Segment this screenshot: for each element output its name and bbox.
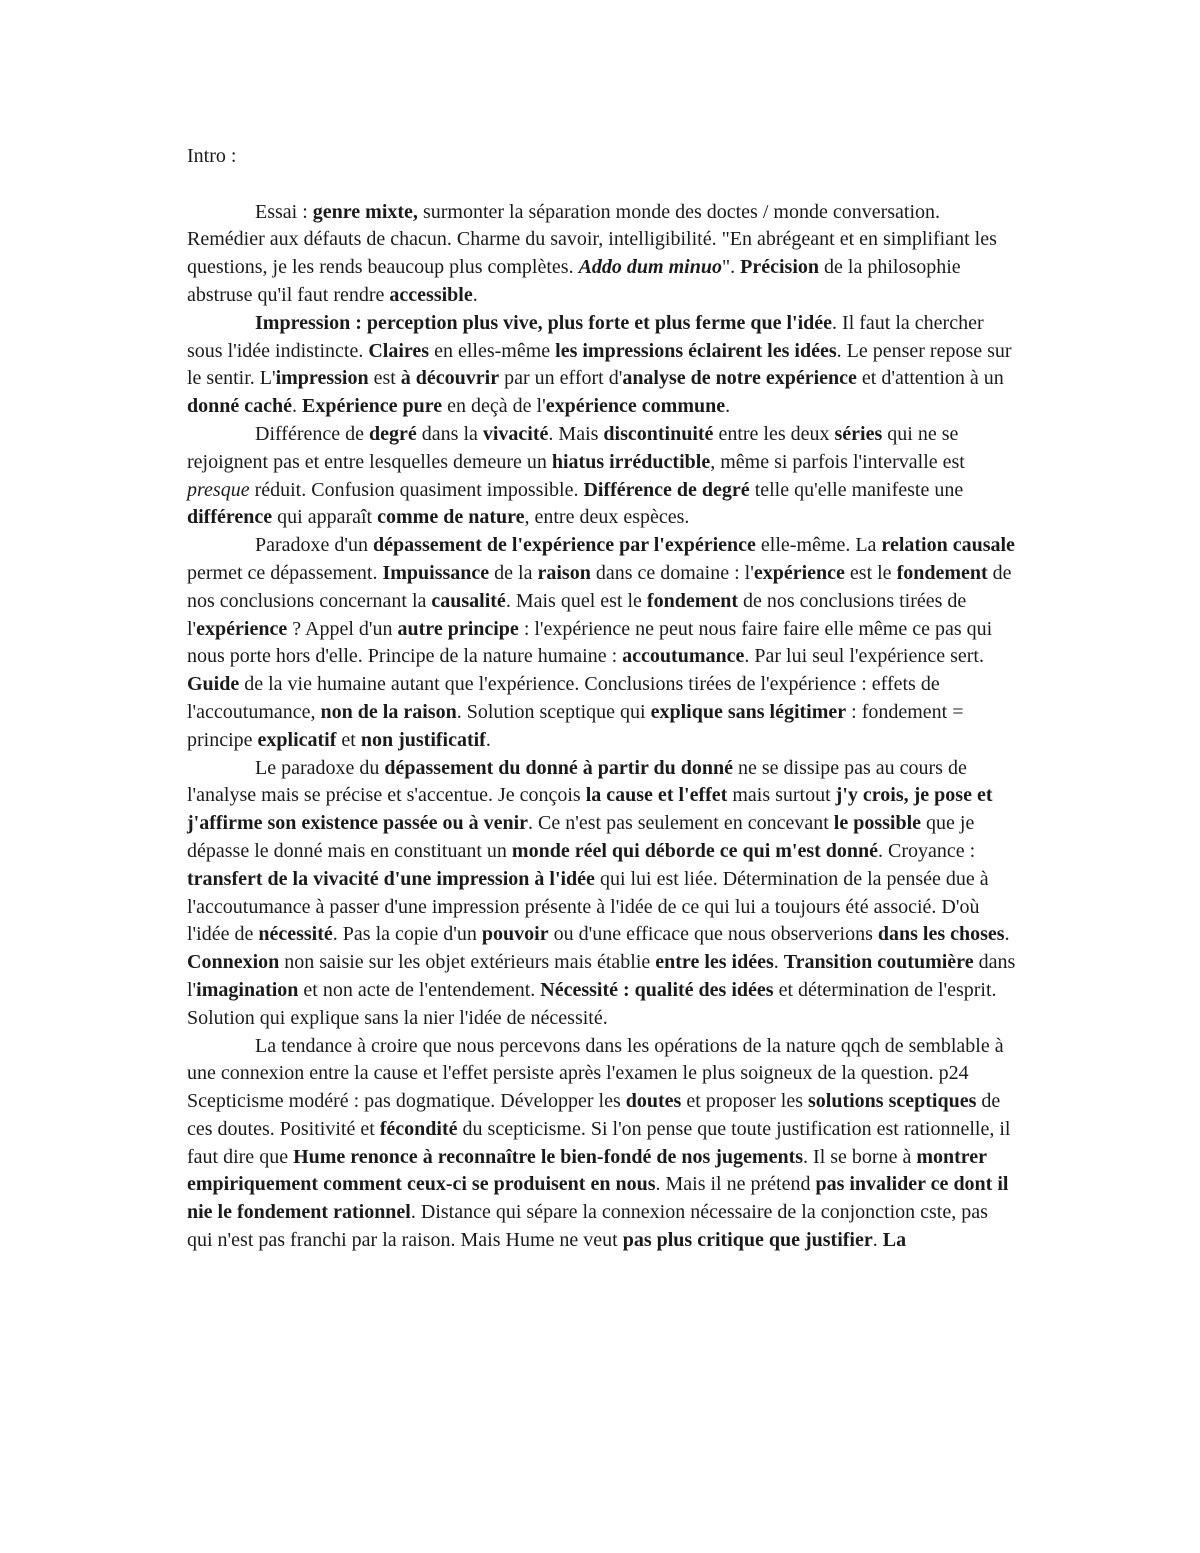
bold-text: Claires (368, 339, 430, 362)
body-text: de nos conclusions tirées de l' (187, 589, 967, 640)
bold-text: analyse de notre expérience (622, 367, 857, 390)
body-text: : fondement = principe (187, 700, 964, 751)
bold-text: Précision (740, 256, 820, 279)
paragraph (187, 1088, 1017, 1255)
body-text: non saisie sur les objet extérieurs mais établie (279, 951, 656, 974)
bold-text: transfert de la vivacité d'une impression à l'idée (187, 867, 595, 890)
bold-text: relation causale (881, 534, 1015, 557)
paragraph (187, 532, 1017, 754)
body-text: Scepticisme modéré : pas dogmatique. Développer les (187, 1090, 626, 1113)
bold-text: le possible (833, 812, 922, 835)
bold-text: à découvrir (400, 367, 500, 390)
bold-text: Hume renonce à reconnaître le bien-fondé de nos jugements (293, 1145, 804, 1168)
bold-text: Impuissance (382, 561, 490, 584)
body-text: . Mais quel est le (505, 589, 647, 612)
bold-text: autre principe (397, 617, 519, 640)
body-text: , entre deux espèces. (524, 506, 690, 529)
bold-text: pouvoir (481, 923, 549, 946)
bold-text: Transition coutumière (783, 951, 974, 974)
body-text: ne se dissipe pas au cours de l'analyse mais se précise et s'accentue. Je conçois (187, 756, 967, 807)
bold-text: j'y crois, je pose et j'affirme son existence passée ou à venir (187, 784, 993, 835)
bold-text: imagination (196, 978, 299, 1001)
body-text: . Distance qui sépare la connexion nécessaire de la conjonction cste, pas qui n'est pas franchi par la raison. Mais Hume ne veut (187, 1201, 988, 1252)
body-text: . Il se borne à (803, 1145, 917, 1168)
body-text: et détermination de l'esprit. Solution qui explique sans la nier l'idée de nécessité. (187, 978, 997, 1029)
paragraph (187, 310, 1017, 421)
body-text: et d'attention à un (856, 367, 1004, 390)
body-text: de la (489, 561, 538, 584)
bold-text: Guide (187, 673, 240, 696)
bold-text: pas plus critique que justifier (622, 1229, 873, 1252)
body-text: Essai : (255, 200, 313, 223)
body-text: ? Appel d'un (287, 617, 398, 640)
body-text: qui lui est liée. Détermination de la pensée due à l'accoutumance à passer d'une impression présente à l'idée de ce qui lui a toujours été associé. D'où l'idée de (187, 867, 989, 946)
bold-text: La (882, 1229, 907, 1252)
document-body (187, 199, 1017, 1255)
bold-text: nécessité (258, 923, 333, 946)
bold-text: expérience commune (545, 395, 726, 418)
body-text: Le paradoxe du (255, 756, 385, 779)
bold-text: Impression : perception plus vive, plus forte et plus ferme que l'idée (255, 311, 833, 334)
bold-text: solutions sceptiques (807, 1090, 977, 1113)
bold-text: comme de nature (377, 506, 525, 529)
bold-text: les impressions éclairent les idées (555, 339, 837, 362)
body-text: surmonter la séparation monde des doctes / monde conversation. Remédier aux défauts de chacun. Charme du savoir, intelligibilité. "En abrégeant et en simplifiant les questions, je les rends beaucoup plus complètes. (187, 200, 997, 279)
bold-text: raison (537, 561, 591, 584)
body-text: permet ce dépassement. (187, 561, 383, 584)
body-text: par un effort d' (499, 367, 623, 390)
bold-text: fondement (646, 589, 739, 612)
body-text: telle qu'elle manifeste une (749, 478, 964, 501)
bold-text: explique sans légitimer (650, 700, 847, 723)
body-text: de ces doutes. Positivité et (187, 1090, 1001, 1140)
bold-text: accessible (389, 283, 473, 306)
body-text: du scepticisme. Si l'on pense que toute justification est rationnelle, il faut dire que (187, 1117, 1011, 1168)
body-text: en deçà de l' (442, 395, 546, 418)
body-text: . (292, 395, 302, 418)
body-text: . Solution sceptique qui (456, 700, 651, 723)
bold-text: dépassement de l'expérience par l'expérience (373, 534, 756, 557)
bold-text: genre mixte, (312, 200, 418, 223)
intro-heading: Intro : (187, 145, 237, 167)
body-text: . (773, 951, 784, 974)
bold-text: pas invalider ce dont il nie le fondement rationnel (187, 1173, 1009, 1224)
body-text: . (472, 283, 478, 306)
bold-text: entre les idées (655, 951, 774, 974)
document-page (187, 143, 1017, 1255)
body-text: de la philosophie abstruse qu'il faut rendre (187, 256, 961, 306)
bold-text: différence (187, 506, 273, 529)
bold-text: discontinuité (603, 422, 714, 445)
body-text: , même si parfois l'intervalle est (710, 450, 965, 473)
body-text: ou d'une efficace que nous observerions (548, 923, 878, 946)
bold-text: Expérience pure (302, 395, 443, 418)
bold-text: montrer empiriquement comment ceux-ci se produisent en nous (187, 1145, 987, 1196)
bold-text: donné caché (187, 395, 292, 418)
body-text: qui apparaît (272, 506, 378, 529)
paragraph (187, 1033, 1017, 1089)
body-text: est le (844, 561, 897, 584)
bold-text: impression (275, 367, 369, 390)
body-text: Différence de (255, 422, 370, 445)
bold-text: degré (369, 422, 417, 445)
body-text: qui ne se rejoignent pas et entre lesquelles demeure un (187, 422, 959, 473)
bold-text: vivacité (482, 422, 549, 445)
body-text: dans ce domaine : l' (590, 561, 754, 584)
paragraph (187, 755, 1017, 1033)
bold-text: monde réel qui déborde ce qui m'est donné (511, 839, 879, 862)
body-text: . Croyance : (878, 839, 976, 862)
bold-text: Différence de degré (583, 478, 750, 501)
bold-text: séries (834, 422, 883, 445)
body-text: ". (721, 256, 741, 279)
italic-text: presque (187, 478, 250, 501)
body-text: de la vie humaine autant que l'expérience. Conclusions tirées de l'expérience : effets de l'accoutumance, (187, 673, 940, 723)
bold-text: expérience (753, 561, 845, 584)
body-text: . (485, 728, 491, 751)
body-text: . Pas la copie d'un (332, 923, 482, 946)
body-text: et non acte de l'entendement. (298, 978, 541, 1001)
body-text: . Par lui seul l'expérience sert. (744, 645, 984, 668)
bold-text: expérience (196, 617, 288, 640)
body-text: et proposer les (681, 1090, 808, 1113)
body-text: entre les deux (713, 422, 835, 445)
bold-text: Connexion (187, 951, 280, 974)
bold-text: fécondité (379, 1117, 458, 1140)
body-text: mais surtout (727, 784, 836, 807)
body-text: . Mais (548, 422, 604, 445)
body-text: La tendance à croire que nous percevons dans les opérations de la nature qqch de semblable à une connexion entre la cause et l'effet persiste après l'examen le plus soigneux de la question. p24 (187, 1034, 1004, 1085)
body-text: . (872, 1229, 883, 1252)
body-text: que je dépasse le donné mais en constituant un (187, 812, 975, 862)
bold-text: fondement (896, 561, 988, 584)
bold-text: Addo dum minuo (578, 256, 722, 279)
body-text: de nos conclusions concernant la (187, 561, 1012, 612)
body-text: . Ce n'est pas seulement en concevant (528, 812, 834, 835)
body-text: elle-même. La (755, 534, 882, 557)
body-text: dans l' (187, 951, 1016, 1001)
body-text: . Il faut la chercher sous l'idée indistincte. (187, 311, 984, 362)
body-text: en elles-même (429, 339, 556, 362)
bold-text: doutes (625, 1090, 682, 1113)
body-text: est (368, 367, 401, 390)
bold-text: explicatif (257, 728, 337, 751)
body-text: Paradoxe d'un (255, 534, 374, 557)
body-text: . (725, 395, 731, 418)
body-text: . Le penser repose sur le sentir. L' (187, 339, 1012, 390)
body-text: réduit. Confusion quasiment impossible. (249, 478, 584, 501)
bold-text: causalité (431, 589, 506, 612)
bold-text: accoutumance (622, 645, 745, 668)
bold-text: dépassement du donné à partir du donné (384, 756, 733, 779)
body-text: dans la (416, 422, 483, 445)
body-text: et (336, 728, 361, 751)
body-text: . (1004, 923, 1010, 946)
bold-text: dans les choses (877, 923, 1005, 946)
body-text: : l'expérience ne peut nous faire faire elle même ce pas qui nous porte hors d'elle. Principe de la nature humaine : (187, 617, 993, 668)
bold-text: hiatus irréductible (551, 450, 711, 473)
body-text: . Mais il ne prétend (655, 1173, 816, 1196)
bold-text: non justificatif (360, 728, 486, 751)
bold-text: non de la raison (320, 700, 457, 723)
paragraph (187, 199, 1017, 310)
bold-text: la cause et l'effet (585, 784, 728, 807)
bold-text: Nécessité : qualité des idées (540, 978, 774, 1001)
paragraph (187, 421, 1017, 532)
